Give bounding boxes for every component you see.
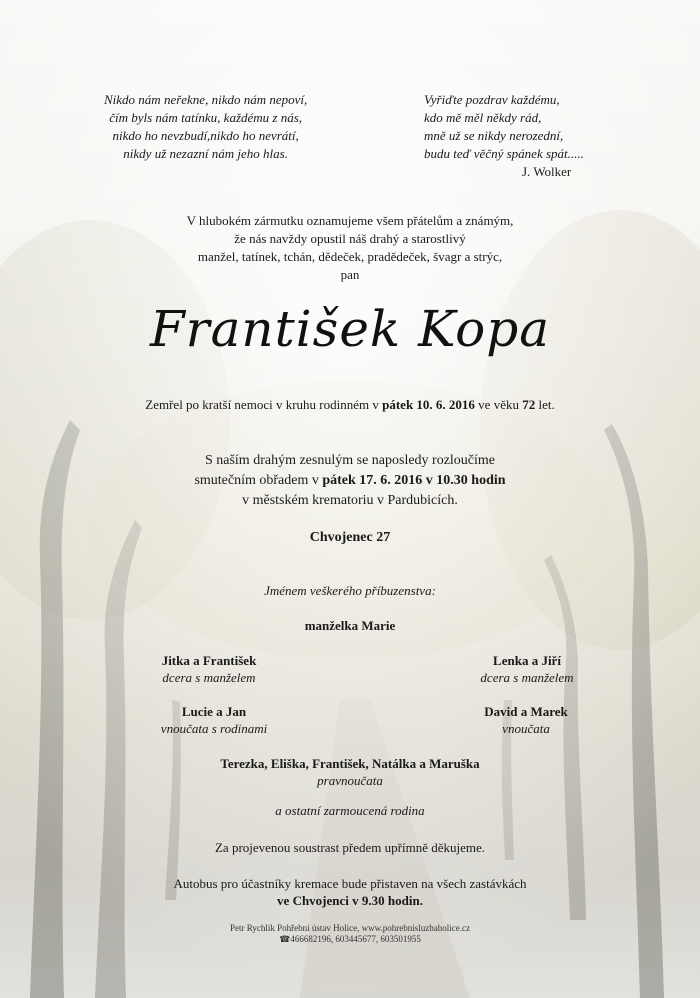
poem-right-line: kdo mě měl někdy rád,: [424, 110, 542, 125]
ceremony-datetime: pátek 17. 6. 2016 v 10.30 hodin: [322, 473, 506, 488]
footer-phones: 466682196, 603445677, 603501955: [290, 934, 421, 944]
poem-right: [424, 91, 584, 181]
ceremony-line2: [0, 471, 700, 491]
poem-left-line: nikdo ho nevzbudí,nikdo ho nevrátí,: [112, 128, 299, 143]
family-name: Jitka a František: [161, 653, 257, 668]
phone-icon: ☎: [279, 934, 291, 944]
great-grandchildren: [0, 755, 700, 789]
death-notice: [0, 397, 700, 413]
death-middle: ve věku: [478, 397, 519, 412]
great-grandchildren-relation: pravnoučata: [317, 773, 383, 788]
intro-line: pan: [340, 267, 360, 282]
family-name: Lenka a Jiří: [493, 653, 561, 668]
thanks-note: Za projevenou soustrast předem upřímně děkujeme.: [214, 840, 486, 855]
poem-left: [104, 91, 307, 163]
family-name: Lucie a Jan: [181, 704, 247, 719]
family-relation: vnoučata: [502, 721, 550, 736]
bus-line2: ve Chvojenci v 9.30 hodin.: [277, 893, 423, 908]
family-member-2: [468, 652, 586, 686]
family-relation: vnoučata s rodinami: [160, 721, 268, 736]
great-grandchildren-names: Terezka, Eliška, František, Natálka a Maruška: [220, 756, 480, 771]
intro-line: V hlubokém zármutku oznamujeme všem přátelům a známým,: [186, 213, 514, 228]
family-relation: dcera s manželem: [480, 670, 574, 685]
ceremony-line1: S naším drahým zesnulým se naposledy rozloučíme: [204, 453, 496, 468]
bus-info: [0, 875, 700, 909]
on-behalf-label: Jménem veškerého příbuzenstva:: [264, 583, 436, 598]
intro-line: manžel, tatínek, tchán, dědeček, pradědeček, švagr a strýc,: [197, 249, 503, 264]
other-family: a ostatní zarmoucená rodina: [275, 803, 425, 818]
poem-left-line: čím byls nám tatínku, každému z nás,: [109, 110, 303, 125]
funeral-service-footer: [0, 923, 700, 945]
address: Chvojenec 27: [309, 530, 391, 545]
poem-author: J. Wolker: [522, 164, 572, 179]
ceremony-line2-prefix: smutečním obřadem v: [194, 473, 319, 488]
family-member-4: [466, 703, 586, 737]
death-prefix: Zemřel po kratší nemoci v kruhu rodinném v: [145, 397, 379, 412]
death-age: 72: [522, 397, 536, 412]
announcement-intro: [0, 212, 700, 284]
death-suffix: let.: [538, 397, 555, 412]
intro-line: že nás navždy opustil náš drahý a starostlivý: [234, 231, 466, 246]
deceased-name: František Kopa: [149, 300, 551, 358]
poem-right-line: budu teď věčný spánek spát.....: [424, 146, 584, 161]
death-date: pátek 10. 6. 2016: [382, 397, 475, 412]
family-relation: dcera s manželem: [162, 670, 256, 685]
family-member-3: [148, 703, 280, 737]
poem-left-line: Nikdo nám neřekne, nikdo nám nepoví,: [104, 92, 308, 107]
footer-line1: Petr Rychlík Pohřební ústav Holice, www.pohrebnisluzbaholice.cz: [230, 923, 470, 933]
bus-line1: Autobus pro účastníky kremace bude přistaven na všech zastávkách: [173, 876, 527, 891]
poem-left-line: nikdy už nezazní nám jeho hlas.: [123, 146, 288, 161]
ceremony-line3: v městském krematoriu v Pardubicích.: [242, 493, 458, 508]
family-member-1: [150, 652, 268, 686]
poem-right-line: mně už se nikdy nerozední,: [424, 128, 564, 143]
poem-right-line: Vyřiďte pozdrav každému,: [424, 92, 560, 107]
footer-line2: [0, 934, 700, 945]
family-name: David a Marek: [484, 704, 568, 719]
wife-name: manželka Marie: [304, 618, 396, 633]
ceremony-info: [0, 451, 700, 511]
